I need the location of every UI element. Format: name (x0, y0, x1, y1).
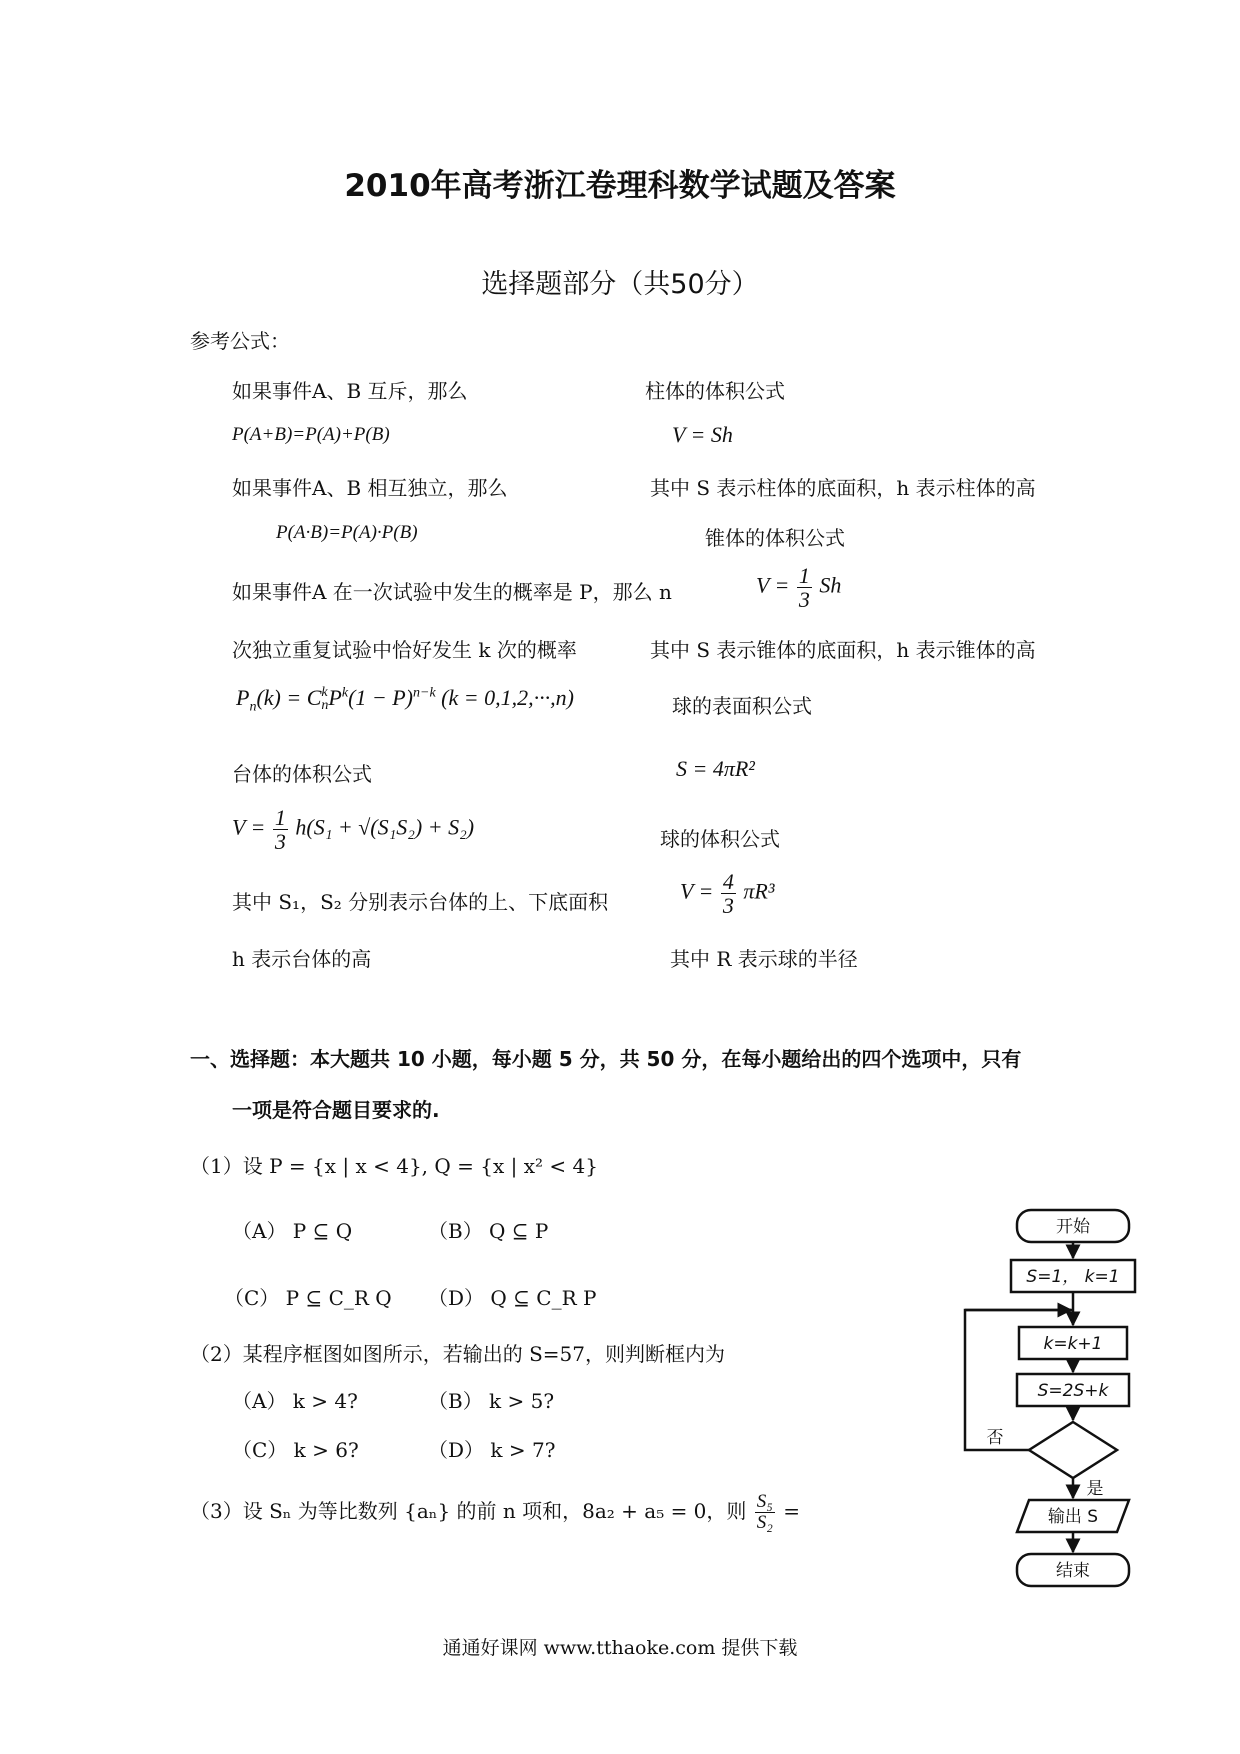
mutex-formula: P(A+B)=P(A)+P(B) (232, 424, 390, 445)
sphere-num: 4 (722, 869, 734, 894)
sphere-area-formula: S = 4πR² (676, 756, 755, 781)
section-line-1: 一、选择题：本大题共 10 小题，每小题 5 分，共 50 分，在每小题给出的四个选项中，只有 (190, 1047, 1022, 1071)
cone-text: 锥体的体积公式 (705, 526, 845, 550)
flow-start-label: 开始 (1056, 1217, 1090, 1237)
q3-num: S₅ (756, 1491, 773, 1512)
flow-output-label: 输出 S (1047, 1507, 1099, 1527)
q2-option-d: （D） k > 7? (428, 1438, 556, 1462)
program-flowchart (955, 1198, 1145, 1616)
q1-option-c: （C） P ⊆ C_R Q (224, 1286, 392, 1310)
flow-step2-label: S=2S+k (1037, 1381, 1109, 1401)
prism-explain: 其中 S 表示柱体的底面积，h 表示柱体的高 (650, 476, 1036, 500)
indep-text: 如果事件A、B 相互独立，那么 (232, 476, 508, 500)
flow-step1-label: k=k+1 (1043, 1334, 1103, 1354)
q2-option-a: （A） k > 4? (232, 1389, 358, 1413)
frustum-text: 台体的体积公式 (232, 762, 372, 786)
q3-tail: = (783, 1498, 800, 1523)
bern-sub-n: n (321, 697, 329, 713)
q3-den: S₂ (756, 1511, 773, 1533)
cone-explain: 其中 S 表示锥体的底面积，h 表示锥体的高 (650, 638, 1036, 662)
bern-part4: (k = 0,1,2,···,n) (435, 685, 574, 710)
sphere-den: 3 (722, 893, 734, 919)
cone-sh: Sh (819, 572, 842, 598)
q1-stem: （1）设 P = {x | x < 4}, Q = {x | x² < 4} (190, 1154, 598, 1178)
sphere-rest: πR³ (743, 878, 775, 904)
frustum-rest: h(S₁ + √(S₁S₂) + S₂) (295, 814, 475, 840)
sphere-vol-text: 球的体积公式 (660, 827, 780, 851)
sphere-explain: 其中 R 表示球的半径 (670, 947, 858, 971)
frustum-formula (232, 806, 474, 853)
q2-option-b: （B） k > 5? (428, 1389, 555, 1413)
bernoulli-text-1: 如果事件A 在一次试验中发生的概率是 P，那么 n (232, 580, 672, 604)
prism-formula: V = Sh (672, 422, 733, 447)
sphere-vol-formula (680, 870, 774, 917)
section-subtitle: 选择题部分（共50分） (481, 269, 759, 300)
cone-num: 1 (798, 563, 810, 588)
sphere-v: V = (680, 878, 714, 904)
bern-p: P (236, 685, 250, 710)
frustum-num: 1 (274, 805, 286, 830)
cone-formula (756, 564, 841, 611)
bernoulli-formula: $P_n(k) = C$ k n $P^k(1 - P)^{n-k}$ (k = 0,1,2,···,n) (236, 685, 574, 715)
page-title: 2010年高考浙江卷理科数学试题及答案 (344, 168, 896, 204)
indep-formula: P(A·B)=P(A)·P(B) (276, 522, 418, 543)
formulas-heading: 参考公式： (190, 329, 290, 353)
frustum-h: h 表示台体的高 (232, 947, 372, 971)
q1-option-d: （D） Q ⊆ C_R P (428, 1286, 597, 1310)
cone-v: V = (756, 572, 790, 598)
bern-part3: (1 − P) (348, 685, 413, 710)
q3-stem-text: （3）设 Sₙ 为等比数列 {aₙ} 的前 n 项和，8a₂ + a₅ = 0，则 (190, 1498, 747, 1523)
flow-end-label: 结束 (1056, 1561, 1090, 1581)
frustum-den: 3 (274, 829, 286, 855)
bern-part2: P (328, 685, 342, 710)
flow-yes-label: 是 (1086, 1479, 1104, 1499)
q1-option-a: （A） P ⊆ Q (232, 1219, 353, 1243)
mutex-text: 如果事件A、B 互斥，那么 (232, 379, 468, 403)
bernoulli-text-2: 次独立重复试验中恰好发生 k 次的概率 (232, 638, 577, 662)
bern-sup-nk: n−k (413, 685, 436, 701)
flow-decision-diamond (1029, 1422, 1117, 1478)
frustum-v: V = (232, 814, 266, 840)
q3-stem (190, 1492, 800, 1533)
page-footer: 通通好课网 www.tthaoke.com 提供下载 (442, 1637, 798, 1659)
bern-part1: (k) = C (256, 685, 322, 710)
prism-text: 柱体的体积公式 (645, 379, 785, 403)
bern-sub: n (249, 699, 257, 715)
flow-no-label: 否 (986, 1428, 1004, 1448)
bern-sup-k: k (321, 685, 328, 701)
cone-den: 3 (798, 587, 810, 613)
q2-stem: （2）某程序框图如图所示，若输出的 S=57，则判断框内为 (190, 1342, 725, 1366)
q2-option-c: （C） k > 6? (232, 1438, 359, 1462)
flow-init-label: S=1， k=1 (1026, 1267, 1120, 1287)
section-line-2: 一项是符合题目要求的. (232, 1098, 440, 1122)
sphere-area-text: 球的表面积公式 (672, 694, 812, 718)
frustum-explain: 其中 S₁，S₂ 分别表示台体的上、下底面积 (232, 890, 609, 914)
q1-option-b: （B） Q ⊆ P (428, 1219, 549, 1243)
